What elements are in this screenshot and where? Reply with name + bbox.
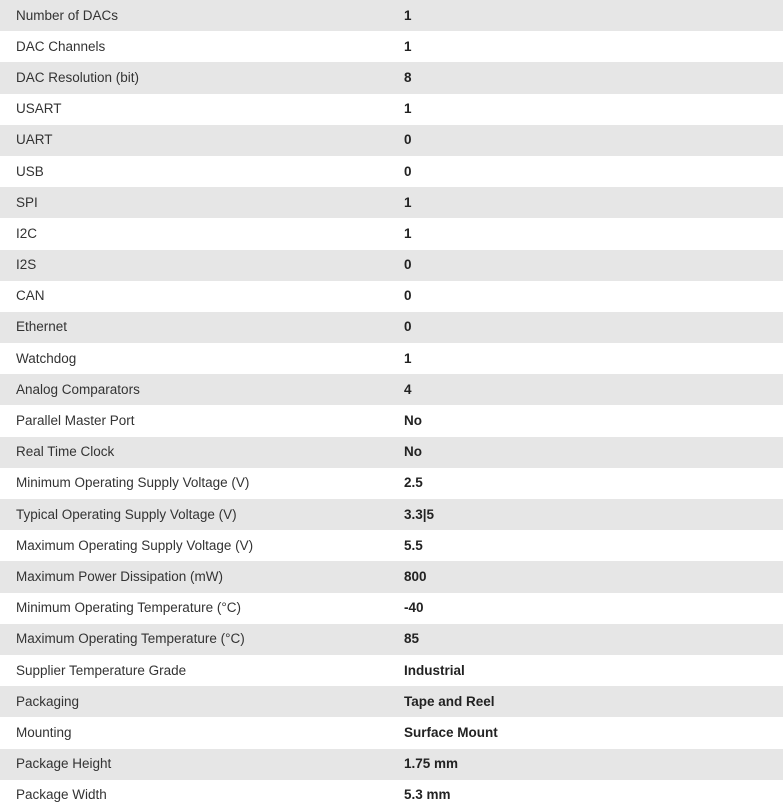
spec-label: Supplier Temperature Grade [0, 655, 388, 686]
spec-label: Parallel Master Port [0, 405, 388, 436]
spec-value: 5.3 mm [388, 780, 783, 811]
table-row [0, 593, 783, 624]
spec-label: Packaging [0, 686, 388, 717]
table-row [0, 281, 783, 312]
spec-value: 5.5 [388, 530, 783, 561]
spec-label: DAC Channels [0, 31, 388, 62]
table-row [0, 530, 783, 561]
table-row [0, 499, 783, 530]
table-row [0, 31, 783, 62]
table-row [0, 62, 783, 93]
spec-value: Tape and Reel [388, 686, 783, 717]
spec-value: 85 [388, 624, 783, 655]
table-row [0, 749, 783, 780]
spec-label: Real Time Clock [0, 437, 388, 468]
spec-value: 4 [388, 374, 783, 405]
spec-value: No [388, 437, 783, 468]
spec-label: CAN [0, 281, 388, 312]
spec-value: 1.75 mm [388, 749, 783, 780]
spec-label: DAC Resolution (bit) [0, 62, 388, 93]
table-row [0, 655, 783, 686]
spec-label: Maximum Power Dissipation (mW) [0, 561, 388, 592]
spec-value: 0 [388, 250, 783, 281]
spec-label: Typical Operating Supply Voltage (V) [0, 499, 388, 530]
spec-value: 2.5 [388, 468, 783, 499]
spec-value: Surface Mount [388, 717, 783, 748]
spec-value: 800 [388, 561, 783, 592]
table-row [0, 125, 783, 156]
spec-label: I2C [0, 218, 388, 249]
spec-value: 3.3|5 [388, 499, 783, 530]
spec-value: -40 [388, 593, 783, 624]
spec-label: SPI [0, 187, 388, 218]
table-row [0, 0, 783, 31]
table-row [0, 250, 783, 281]
spec-value: 0 [388, 156, 783, 187]
table-row [0, 156, 783, 187]
spec-label: UART [0, 125, 388, 156]
spec-value: Industrial [388, 655, 783, 686]
table-row [0, 94, 783, 125]
spec-label: Package Width [0, 780, 388, 811]
spec-value: 1 [388, 94, 783, 125]
table-row [0, 561, 783, 592]
table-row [0, 437, 783, 468]
spec-label: Minimum Operating Supply Voltage (V) [0, 468, 388, 499]
table-row [0, 187, 783, 218]
table-row [0, 686, 783, 717]
spec-value: 1 [388, 31, 783, 62]
spec-value: 0 [388, 312, 783, 343]
spec-value: 1 [388, 187, 783, 218]
table-row [0, 717, 783, 748]
table-row [0, 374, 783, 405]
spec-label: Maximum Operating Supply Voltage (V) [0, 530, 388, 561]
spec-label: USART [0, 94, 388, 125]
spec-label: Package Height [0, 749, 388, 780]
table-row [0, 218, 783, 249]
spec-value: 0 [388, 281, 783, 312]
spec-label: Analog Comparators [0, 374, 388, 405]
spec-value: 8 [388, 62, 783, 93]
spec-value: 1 [388, 0, 783, 31]
spec-label: Ethernet [0, 312, 388, 343]
spec-label: Number of DACs [0, 0, 388, 31]
table-row [0, 343, 783, 374]
table-row [0, 780, 783, 811]
table-row [0, 468, 783, 499]
spec-label: I2S [0, 250, 388, 281]
spec-label: USB [0, 156, 388, 187]
spec-value: No [388, 405, 783, 436]
table-row [0, 405, 783, 436]
spec-label: Mounting [0, 717, 388, 748]
spec-label: Maximum Operating Temperature (°C) [0, 624, 388, 655]
spec-label: Watchdog [0, 343, 388, 374]
spec-label: Minimum Operating Temperature (°C) [0, 593, 388, 624]
table-row [0, 624, 783, 655]
spec-value: 0 [388, 125, 783, 156]
spec-value: 1 [388, 218, 783, 249]
spec-value: 1 [388, 343, 783, 374]
table-row [0, 312, 783, 343]
